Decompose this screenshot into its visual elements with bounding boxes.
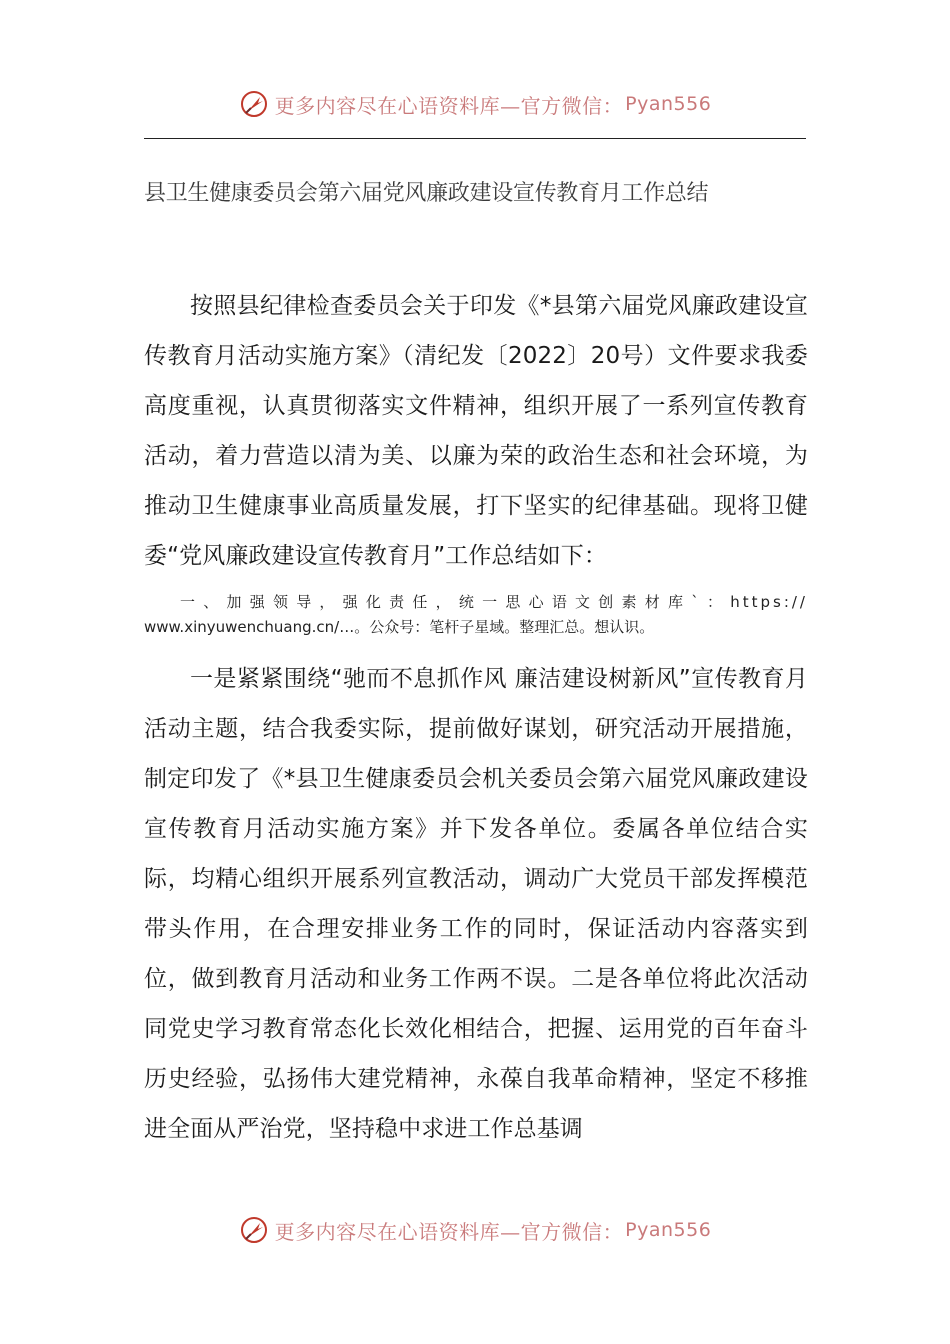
note-line-2: www.xinyuwenchuang.cn/…。公众号：笔杆子星域。整理汇总。想认识。 [144, 618, 655, 636]
body-paragraph-main: 一是紧紧围绕“驰而不息抓作风 廉洁建设树新风”宣传教育月活动主题，结合我委实际，提前做好谋划，研究活动开展措施，制定印发了《*县卫生健康委员会机关委员会第六届党风廉政建设宣传教育月活动实施方案》并下发各单位。委属各单位结合实际，均精心组织开展系列宣教活动，调动广大党员干部发挥模范带头作用，在合理安排业务工作的同时，保证活动内容落实到位，做到教育月活动和业务工作两不误。二是各单位将此次活动同党史学习教育常态化长效化相结合，把握、运用党的百年奋斗历史经验，弘扬伟大建党精神，永葆自我革命精神，坚定不移推进全面从严治党，坚持稳中求进工作总基调 [144, 666, 808, 1142]
note-line-1: 一、加强领导，强化责任，统一思心语文创素材库`：https:// [180, 593, 808, 611]
quill-logo-icon [239, 1215, 269, 1245]
section-heading-note [144, 590, 808, 640]
quill-logo-icon [239, 89, 269, 119]
header-divider [144, 138, 806, 139]
banner-text: 更多内容尽在心语资料库—官方微信： [274, 1219, 624, 1244]
banner-handle: Pyan556 [625, 93, 712, 115]
document-title: 县卫生健康委员会第六届党风廉政建设宣传教育月工作总结 [144, 181, 709, 206]
header-banner [0, 84, 950, 124]
footer-banner [0, 1210, 950, 1250]
body-paragraph-intro: 按照县纪律检查委员会关于印发《*县第六届党风廉政建设宣传教育月活动实施方案》（清纪发〔2022〕20号）文件要求我委高度重视，认真贯彻落实文件精神，组织开展了一系列宣传教育活动，着力营造以清为美、以廉为荣的政治生态和社会环境，为推动卫生健康事业高质量发展，打下坚实的纪律基础。现将卫健委“党风廉政建设宣传教育月”工作总结如下： [144, 293, 808, 569]
banner-text: 更多内容尽在心语资料库—官方微信： [274, 93, 624, 118]
banner-handle: Pyan556 [625, 1219, 712, 1241]
